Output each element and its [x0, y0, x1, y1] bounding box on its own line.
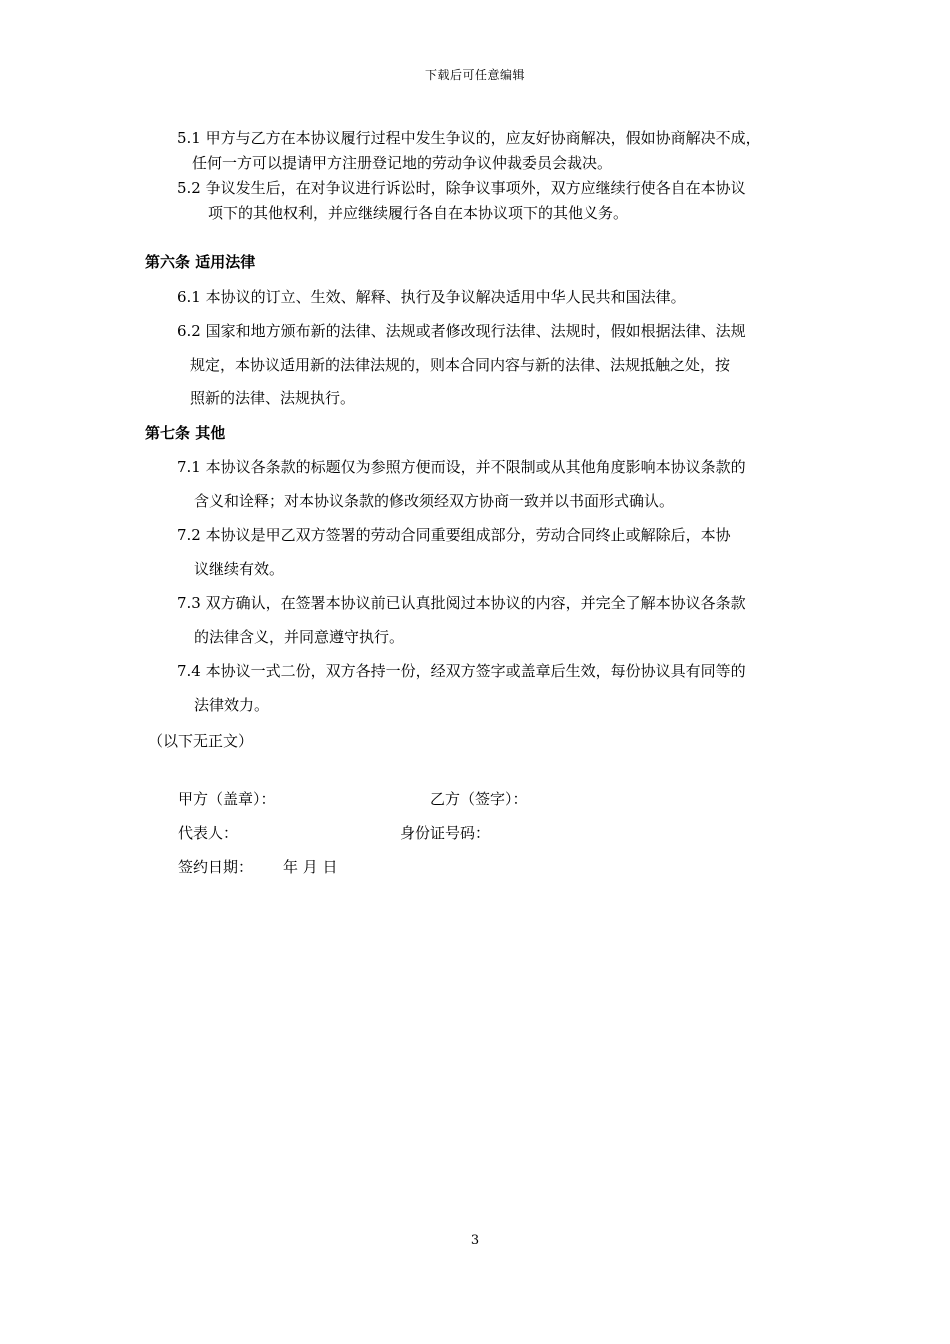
representative-label: 代表人：	[178, 824, 239, 842]
clause-7-4-line-1: 7.4 本协议一式二份，双方各持一份，经双方签字或盖章后生效，每份协议具有同等的	[177, 662, 746, 680]
party-a-seal-label: 甲方（盖章）：	[178, 790, 276, 808]
clause-5-2-line-1: 5.2 争议发生后，在对争议进行诉讼时，除争议事项外，双方应继续行使各自在本协议	[177, 179, 746, 197]
clause-6-2-line-1: 6.2 国家和地方颁布新的法律、法规或者修改现行法律、法规时，假如根据法律、法规	[177, 322, 746, 340]
clause-7-3-line-1: 7.3 双方确认，在签署本协议前已认真批阅过本协议的内容，并完全了解本协议各条款	[177, 594, 746, 612]
clause-6-2-line-2: 规定，本协议适用新的法律法规的，则本合同内容与新的法律、法规抵触之处，按	[190, 356, 731, 374]
sign-date-format: 年 月 日	[283, 858, 338, 876]
clause-7-3-line-2: 的法律含义，并同意遵守执行。	[194, 628, 405, 646]
clause-5-1-line-1: 5.1 甲方与乙方在本协议履行过程中发生争议的，应友好协商解决，假如协商解决不成，	[177, 129, 761, 147]
page-number: 3	[470, 1233, 480, 1248]
page-header: 下载后可任意编辑	[424, 68, 525, 82]
clause-5-1-line-2: 任何一方可以提请甲方注册登记地的劳动争议仲裁委员会裁决。	[192, 154, 613, 172]
clause-7-2-line-2: 议继续有效。	[194, 560, 285, 578]
clause-6-1-line-1: 6.1 本协议的订立、生效、解释、执行及争议解决适用中华人民共和国法律。	[177, 288, 686, 306]
party-b-signature-label: 乙方（签字）：	[430, 790, 528, 808]
end-note: （以下无正文）	[148, 732, 254, 750]
clause-7-1-line-2: 含义和诠释；对本协议条款的修改须经双方协商一致并以书面形式确认。	[194, 492, 675, 510]
id-number-label: 身份证号码：	[400, 824, 491, 842]
clause-7-4-line-2: 法律效力。	[194, 696, 270, 714]
clause-7-1-line-1: 7.1 本协议各条款的标题仅为参照方便而设，并不限制或从其他角度影响本协议条款的	[177, 458, 746, 476]
clause-6-2-line-3: 照新的法律、法规执行。	[190, 389, 356, 407]
section-7-title: 第七条 其他	[145, 424, 226, 442]
clause-5-2-line-2: 项下的其他权利，并应继续履行各自在本协议项下的其他义务。	[208, 204, 629, 222]
sign-date-label: 签约日期：	[178, 858, 254, 876]
section-6-title: 第六条 适用法律	[145, 253, 256, 271]
clause-7-2-line-1: 7.2 本协议是甲乙双方签署的劳动合同重要组成部分，劳动合同终止或解除后，本协	[177, 526, 731, 544]
